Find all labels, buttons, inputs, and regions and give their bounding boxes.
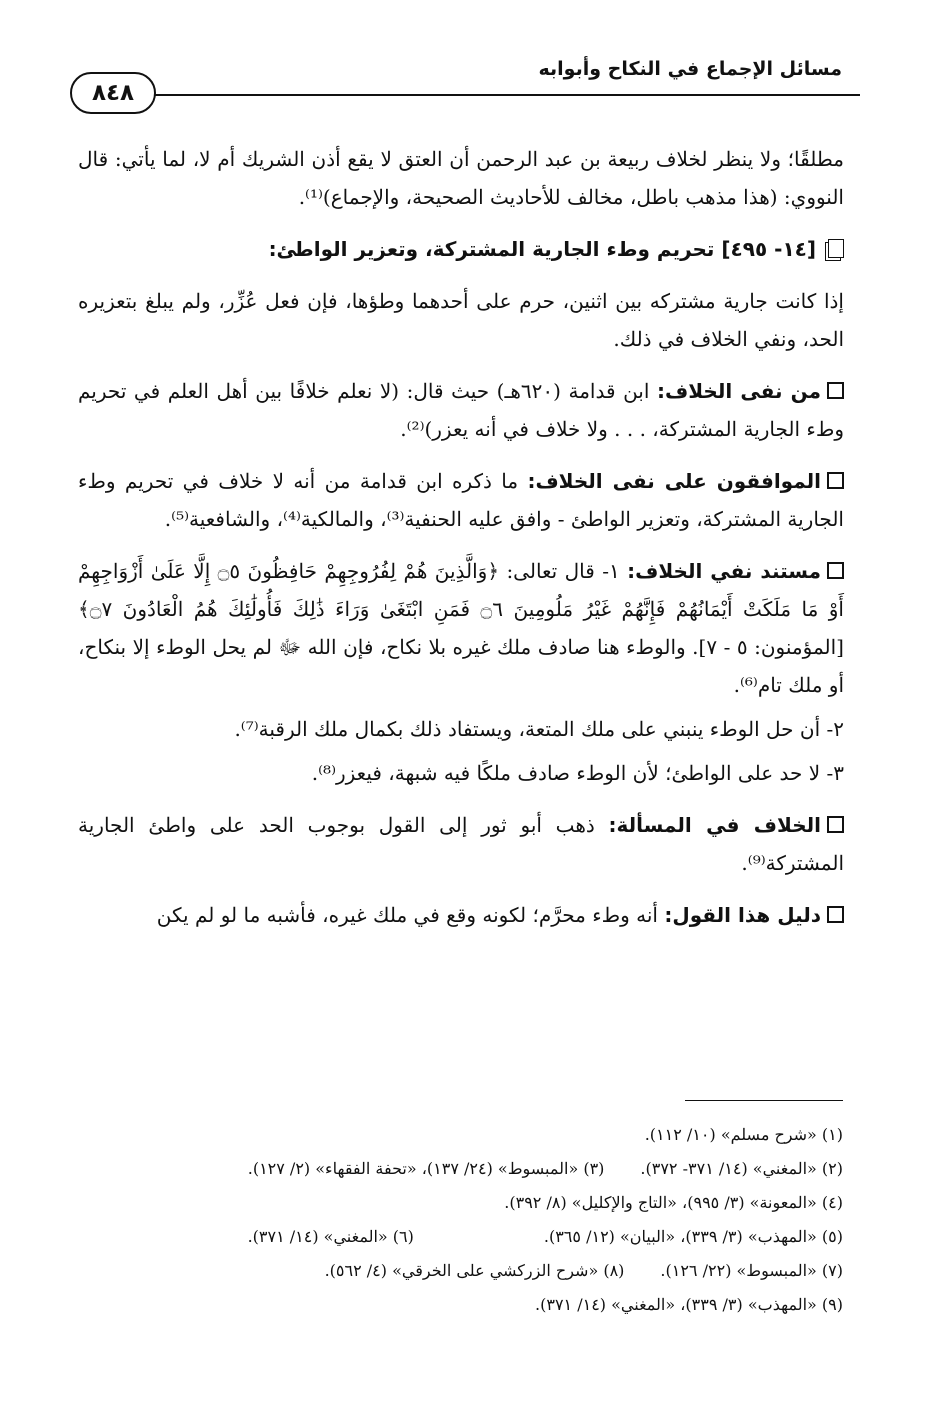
quran-verse: ﴿وَالَّذِينَ هُمْ لِفُرُوجِهِمْ حَافِظُونَ ۝٥ إِلَّا عَلَىٰ أَزْوَاجِهِمْ أَوْ مَا مَلَكَتْ أَيْمَانُهُمْ فَإِنَّهُمْ غَيْرُ مَلُومِينَ ۝٦ فَمَنِ ابْتَغَىٰ وَرَاءَ ذَٰلِكَ فَأُولَٰئِكَ هُمُ الْعَادُونَ ۝٧﴾ [78,559,844,621]
footnote-row [113,1118,843,1152]
statement-paragraph: إذا كانت جارية مشتركه بين اثنين، حرم على أحدهما وطؤها، فإن فعل عُزِّر، ولم يبلغ بتعزيره الحد، ونفي الخلاف في ذلك. [78,289,844,351]
footnote-row [113,1220,843,1254]
agreeing-paragraph [78,462,844,538]
evidence-text-b: [المؤمنون: ٥ - ٧]. والوطء هنا صادف ملك غيره بلا نكاح، فإن الله ﷻ لم يحل الوطء إلا بنكاح، أو ملك تام⁽⁶⁾. [78,635,844,697]
footnote-7: (٧) «المبسوط» (٢٢/ ١٢٦). [660,1261,843,1280]
evidence-paragraph [78,552,844,704]
square-bullet-icon [827,816,844,833]
footnotes [113,1118,843,1322]
issue-heading [78,230,844,268]
main-text [78,140,844,948]
dispute-paragraph [78,806,844,882]
footnote-row [113,1186,843,1220]
evidence-label: مستند نفي الخلاف: [627,559,822,583]
proof-label: دليل هذا القول: [664,903,821,927]
dispute-text: ذهب أبو ثور إلى القول بوجوب الحد على واطئ الجارية المشتركة⁽⁹⁾. [78,813,844,875]
footnote-9: (٩) «المهذب» (٣/ ٣٣٩)، «المغني» (١٤/ ٣٧١). [535,1295,843,1314]
footnote-2: (٢) «المغني» (١٤/ ٣٧١- ٣٧٢). [640,1159,843,1178]
footnote-1: (١) «شرح مسلم» (١٠/ ١١٢). [644,1125,843,1144]
issue-heading-text: [١٤- ٤٩٥] تحريم وطء الجارية المشتركة، وتعزير الواطئ: [268,237,816,261]
no-dispute-text: ابن قدامة (٦٢٠هـ) حيث قال: (لا نعلم خلافًا بين أهل العلم في تحريم وطء الجارية المشتركة، . . . ولا خلاف في أنه يعزر)⁽²⁾. [78,379,844,441]
footnote-5: (٥) «المهذب» (٣/ ٣٣٩)، «البيان» (١٢/ ٣٦٥). [543,1227,843,1246]
proof-paragraph [78,896,844,934]
evidence-point-2: ٢- أن حل الوطء ينبني على ملك المتعة، ويستفاد ذلك بكمال ملك الرقبة⁽⁷⁾. [234,717,844,741]
proof-text: أنه وطء محرَّم؛ لكونه وقع في ملك غيره، فأشبه ما لو لم يكن [156,903,665,927]
evidence-text-a: ١- قال تعالى: [499,559,628,583]
footnote-separator [685,1100,843,1101]
square-bullet-icon [827,906,844,923]
square-bullet-icon [827,562,844,579]
no-dispute-label: من نفى الخلاف: [656,379,822,403]
agreeing-label: الموافقون على نفى الخلاف: [527,469,821,493]
no-dispute-paragraph [78,372,844,448]
header-rule [130,94,860,96]
dispute-label: الخلاف في المسألة: [608,813,821,837]
footnote-row [113,1288,843,1322]
footnote-row [113,1152,843,1186]
footnote-6: (٦) «المغني» (١٤/ ٣٧١). [247,1227,414,1246]
agreeing-text: ما ذكره ابن قدامة من أنه لا خلاف في تحريم وطء الجارية المشتركة، وتعزير الواطئ - وافق عليه الحنفية⁽³⁾، والمالكية⁽⁴⁾، والشافعية⁽⁵⁾. [78,469,844,531]
page-number: ٨٤٨ [70,72,156,114]
square-bullet-icon [827,472,844,489]
intro-paragraph: مطلقًا؛ ولا ينظر لخلاف ربيعة بن عبد الرحمن أن العتق لا يقع أذن الشريك أم لا، لما يأتي: قال النووي: (هذا مذهب باطل، مخالف للأحاديث الصحيحة، والإجماع)⁽¹⁾. [78,147,844,209]
document-icon [828,239,844,258]
footnote-4: (٤) «المعونة» (٣/ ٩٩٥)، «التاج والإكليل» (٨/ ٣٩٢). [504,1193,843,1212]
header-title: مسائل الإجماع في النكاح وأبوابه [538,58,842,80]
footnote-8: (٨) «شرح الزركشي على الخرقي» (٤/ ٥٦٢). [324,1261,625,1280]
footnote-row [113,1254,843,1288]
evidence-point-3: ٣- لا حد على الواطئ؛ لأن الوطء صادف ملكًا فيه شبهة، فيعزر⁽⁸⁾. [311,761,844,785]
running-header [70,52,860,122]
square-bullet-icon [827,382,844,399]
footnote-3: (٣) «المبسوط» (٢٤/ ١٣٧)، «تحفة الفقهاء» (٢/ ١٢٧). [247,1159,605,1178]
